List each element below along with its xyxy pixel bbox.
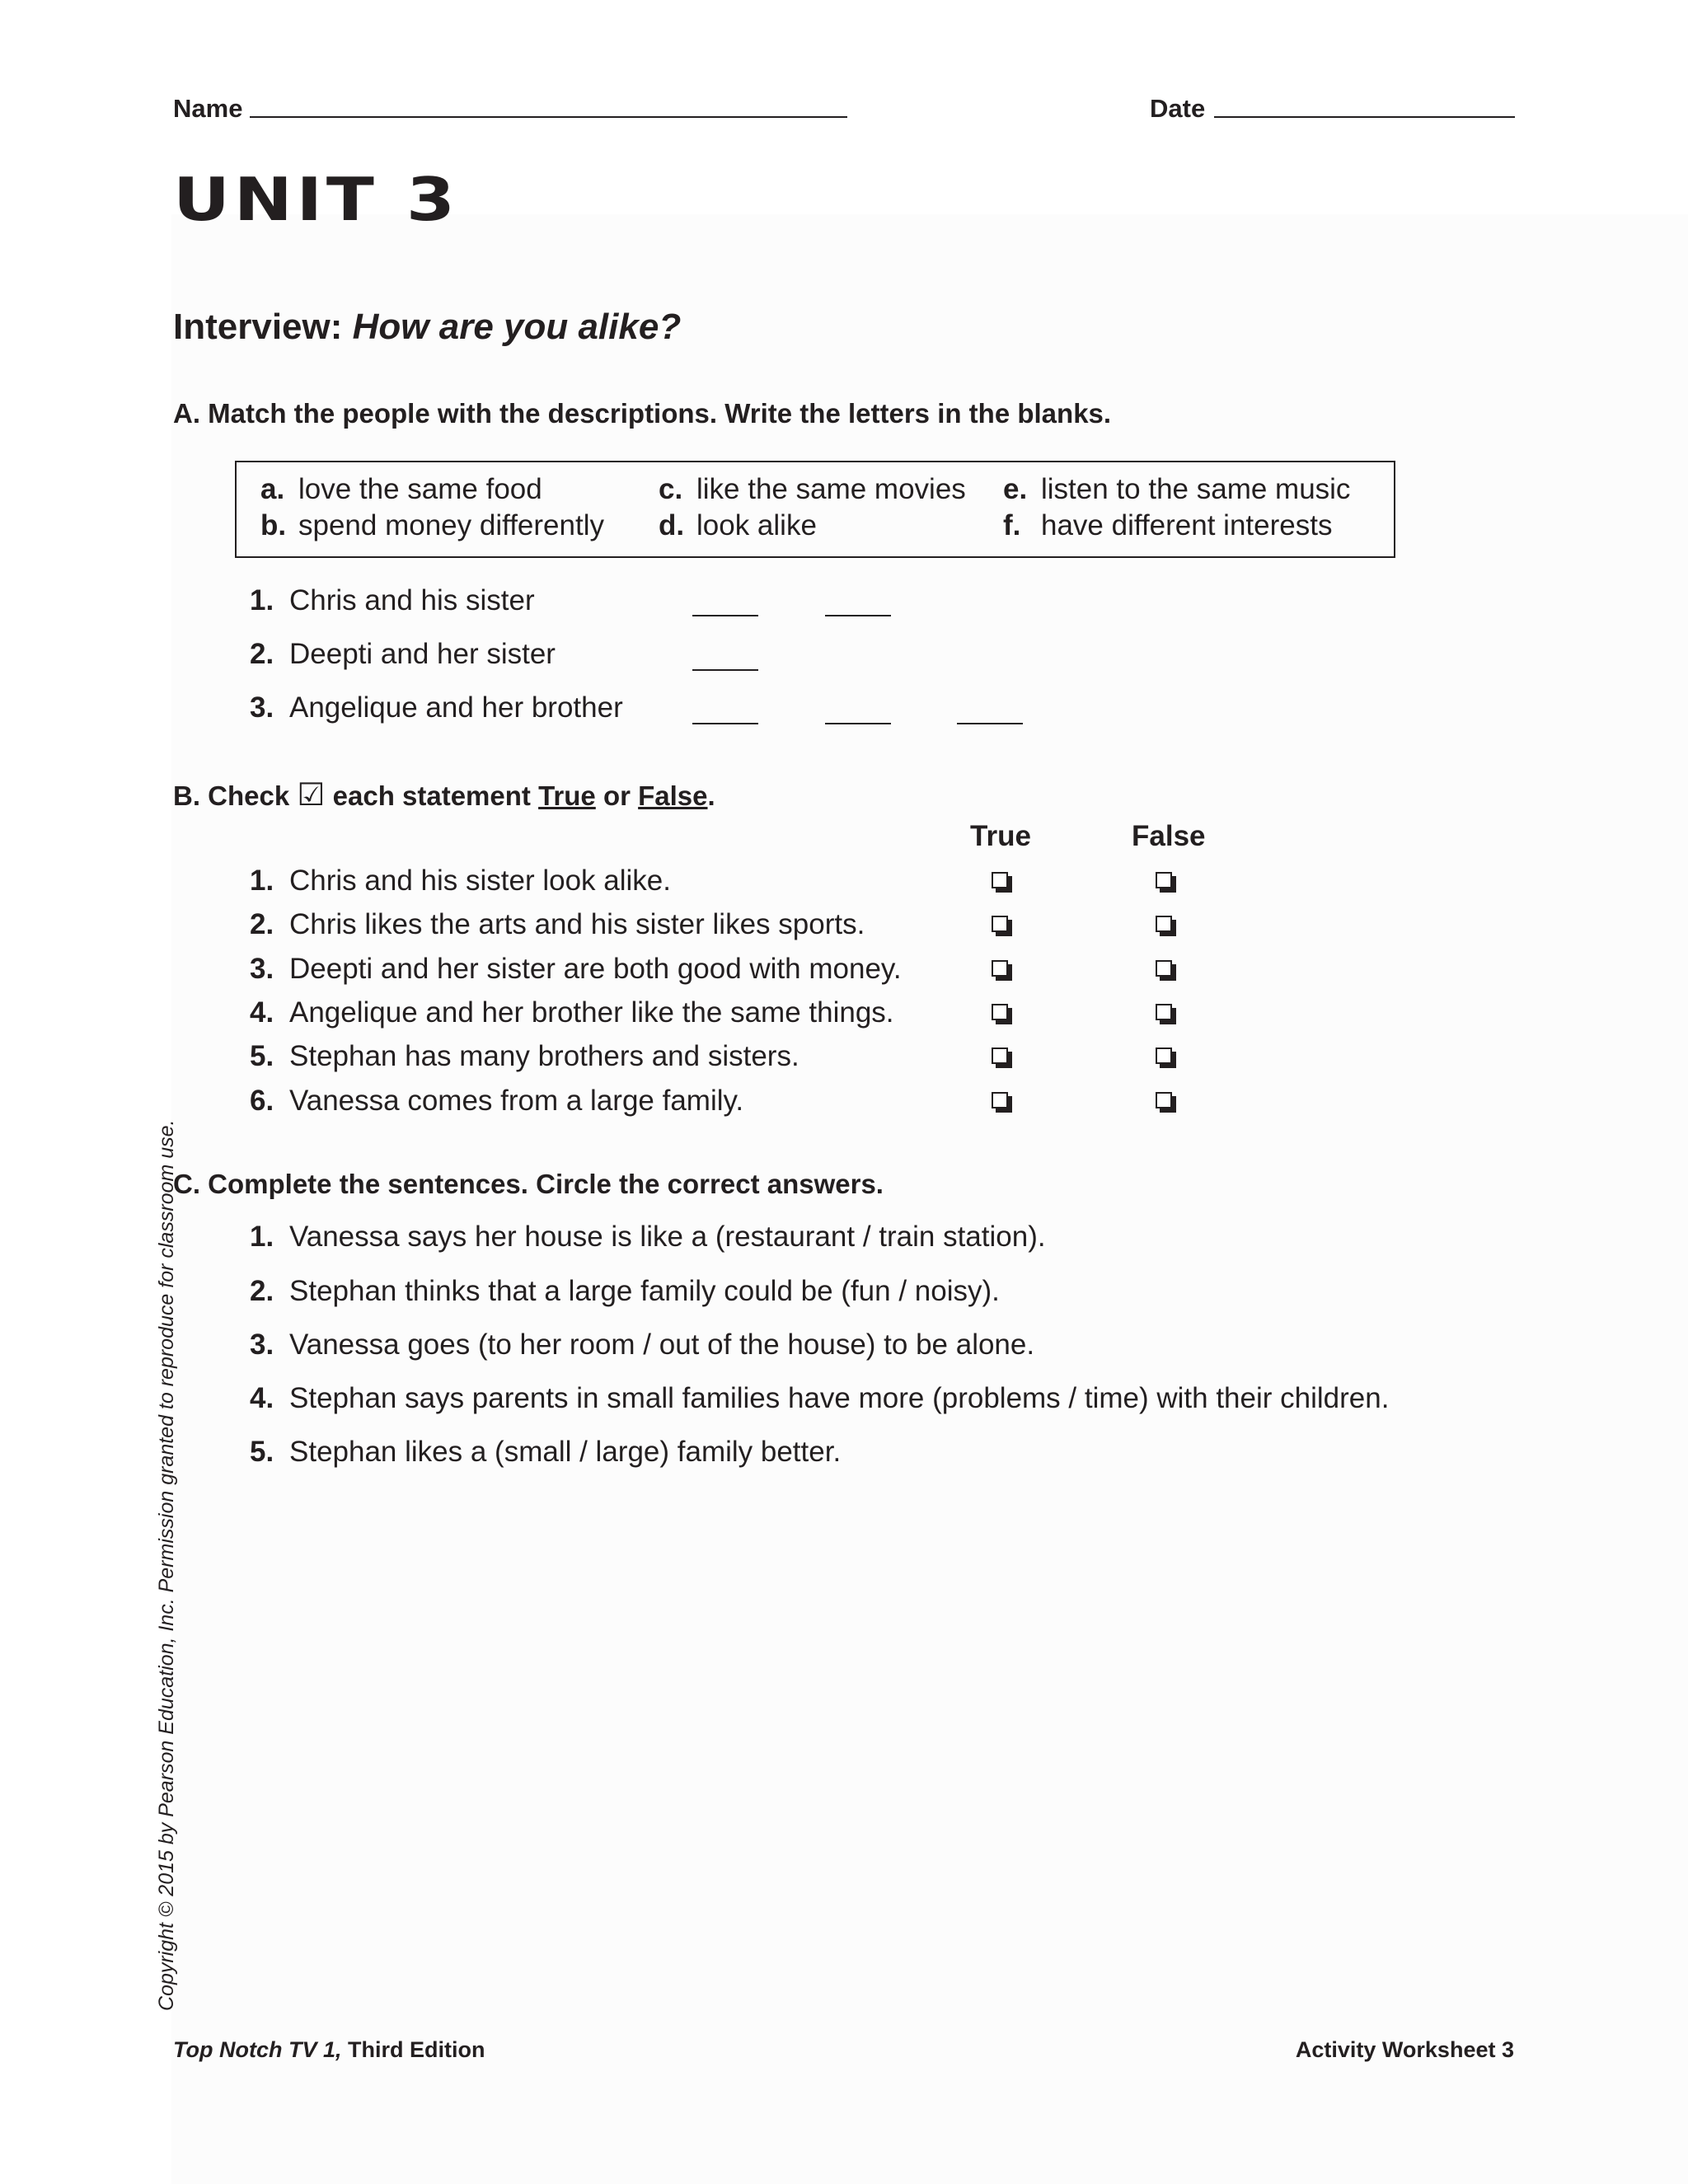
description-a: a. love the same food	[260, 473, 542, 505]
true-checkbox[interactable]	[992, 960, 1011, 980]
false-checkbox[interactable]	[1156, 960, 1175, 980]
answer-blank[interactable]	[825, 615, 891, 616]
match-item-3: 3. Angelique and her brother	[250, 691, 623, 724]
true-checkbox[interactable]	[992, 1004, 1011, 1024]
statement-1: 1. Chris and his sister look alike.	[250, 865, 671, 897]
false-column-header: False	[1132, 820, 1206, 852]
section-a-heading: A. Match the people with the descriptions. Write the letters in the blanks.	[173, 398, 1112, 429]
true-column-header: True	[970, 820, 1031, 852]
false-checkbox[interactable]	[1156, 1047, 1175, 1067]
sentence-4: 4. Stephan says parents in small families have more (problems / time) with their children.	[250, 1382, 1390, 1414]
statement-4: 4. Angelique and her brother like the same things.	[250, 996, 894, 1029]
date-label: Date	[1150, 94, 1206, 123]
checkmark-icon: ☑	[297, 778, 326, 813]
footer-book-title: Top Notch TV 1, Third Edition	[173, 2037, 485, 2062]
name-label: Name	[173, 94, 243, 123]
description-f: f. have different interests	[1003, 509, 1333, 541]
false-checkbox[interactable]	[1156, 1004, 1175, 1024]
footer-worksheet-label: Activity Worksheet 3	[1295, 2037, 1514, 2062]
true-checkbox[interactable]	[992, 1047, 1011, 1067]
statement-6: 6. Vanessa comes from a large family.	[250, 1085, 744, 1117]
answer-blank[interactable]	[692, 669, 758, 671]
true-checkbox[interactable]	[992, 1092, 1011, 1112]
interview-title	[173, 307, 681, 348]
description-d: d. look alike	[659, 509, 817, 541]
answer-blank[interactable]	[692, 615, 758, 616]
answer-blank[interactable]	[957, 723, 1023, 724]
sentence-1: 1. Vanessa says her house is like a (restaurant / train station).	[250, 1221, 1046, 1253]
match-item-1: 1. Chris and his sister	[250, 584, 535, 616]
true-checkbox[interactable]	[992, 916, 1011, 935]
statement-2: 2. Chris likes the arts and his sister likes sports.	[250, 908, 865, 940]
description-c: c. like the same movies	[659, 473, 966, 505]
sentence-3: 3. Vanessa goes (to her room / out of the house) to be alone.	[250, 1329, 1035, 1361]
interview-question: How are you alike?	[352, 307, 682, 347]
sentence-2: 2. Stephan thinks that a large family could be (fun / noisy).	[250, 1275, 1000, 1307]
date-field[interactable]	[1214, 116, 1515, 118]
false-checkbox[interactable]	[1156, 1092, 1175, 1112]
answer-blank[interactable]	[825, 723, 891, 724]
unit-title: UNIT 3	[173, 165, 459, 234]
interview-label: Interview:	[173, 307, 343, 347]
copyright-notice: Copyright © 2015 by Pearson Education, Inc. Permission granted to reproduce for classroom use.	[155, 1119, 178, 2011]
match-item-2: 2. Deepti and her sister	[250, 638, 556, 670]
section-b-heading: B. Check ☑ each statement True or False.	[173, 778, 715, 813]
false-checkbox[interactable]	[1156, 872, 1175, 892]
statement-3: 3. Deepti and her sister are both good with money.	[250, 953, 902, 985]
description-b: b. spend money differently	[260, 509, 604, 541]
answer-blank[interactable]	[692, 723, 758, 724]
section-c-heading: C. Complete the sentences. Circle the correct answers.	[173, 1169, 884, 1199]
sentence-5: 5. Stephan likes a (small / large) family better.	[250, 1436, 842, 1468]
description-e: e. listen to the same music	[1003, 473, 1351, 505]
true-checkbox[interactable]	[992, 872, 1011, 892]
name-field[interactable]	[250, 116, 847, 118]
false-checkbox[interactable]	[1156, 916, 1175, 935]
statement-5: 5. Stephan has many brothers and sisters.	[250, 1040, 799, 1072]
